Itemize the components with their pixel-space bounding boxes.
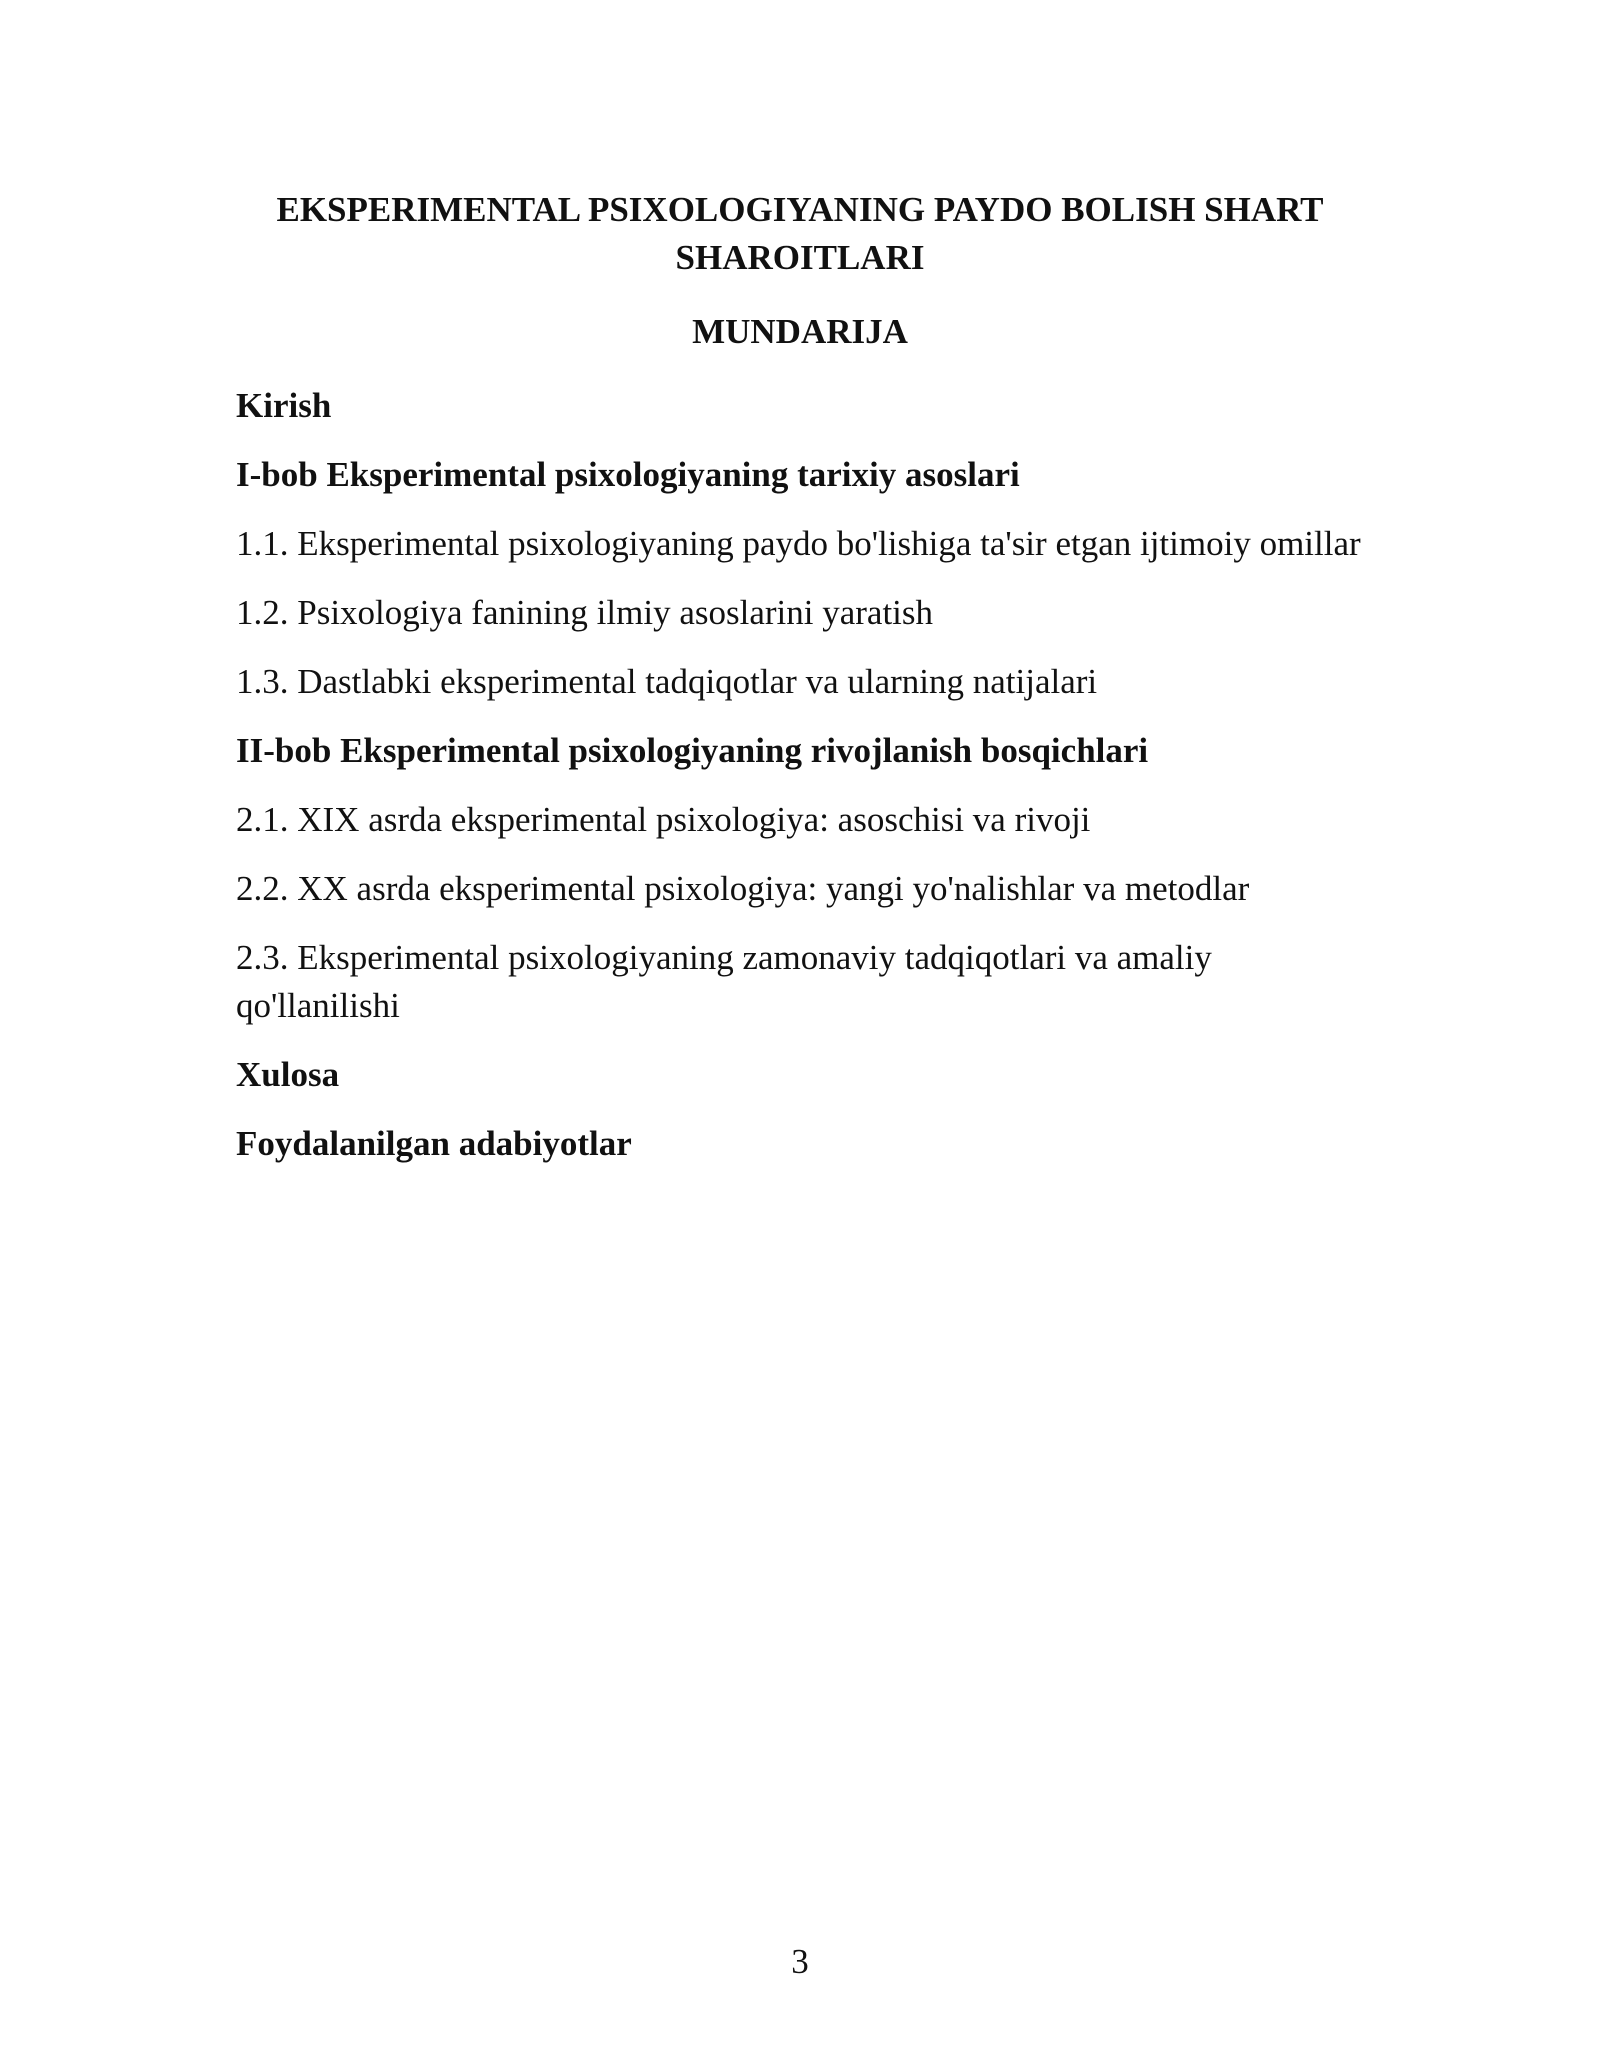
toc-entry-section-1-1: 1.1. Eksperimental psixologiyaning paydo bo'lishiga ta'sir etgan ijtimoiy omillar <box>236 524 1361 563</box>
toc-entry-chapter-1: I-bob Eksperimental psixologiyaning tarixiy asoslari <box>236 455 1020 494</box>
toc-entry-xulosa: Xulosa <box>236 1055 340 1094</box>
toc-entry-references: Foydalanilgan adabiyotlar <box>236 1124 632 1163</box>
toc-entry-section-2-3: 2.3. Eksperimental psixologiyaning zamonaviy tadqiqotlari va amaliy qo'llanilishi <box>236 938 1212 1025</box>
toc-heading: MUNDARIJA <box>692 312 908 351</box>
table-of-contents <box>236 382 1370 1189</box>
document-title: EKSPERIMENTAL PSIXOLOGIYANING PAYDO BOLISH SHART SHAROITLARI <box>276 190 1324 277</box>
toc-entry-section-1-2: 1.2. Psixologiya fanining ilmiy asoslarini yaratish <box>236 593 934 632</box>
toc-entry-chapter-2: II-bob Eksperimental psixologiyaning rivojlanish bosqichlari <box>236 731 1149 770</box>
toc-entry-kirish: Kirish <box>236 386 332 425</box>
toc-entry-section-1-3: 1.3. Dastlabki eksperimental tadqiqotlar va ularning natijalari <box>236 662 1098 701</box>
page-number: 3 <box>791 1942 809 1981</box>
toc-entry-section-2-1: 2.1. XIX asrda eksperimental psixologiya: asoschisi va rivoji <box>236 800 1091 839</box>
toc-entry-section-2-2: 2.2. XX asrda eksperimental psixologiya: yangi yo'nalishlar va metodlar <box>236 869 1250 908</box>
